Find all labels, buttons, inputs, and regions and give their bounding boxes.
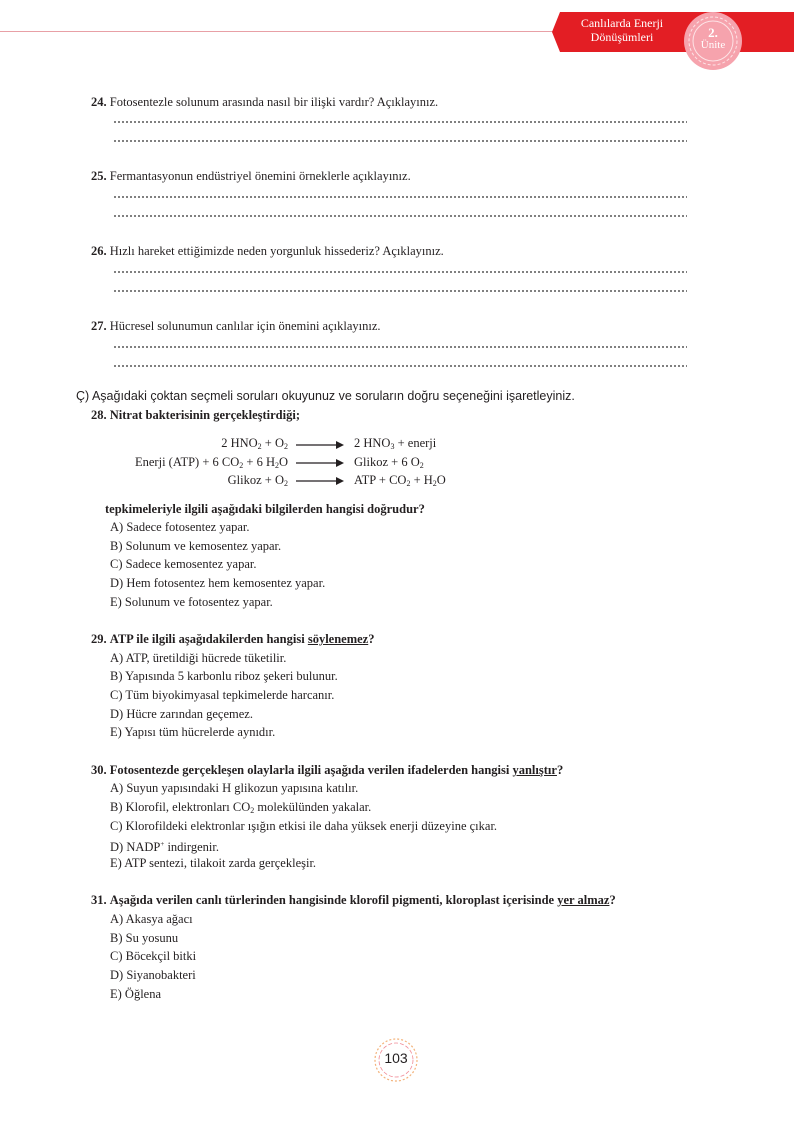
unit-badge (683, 26, 743, 52)
option-d[interactable]: D) Hem fotosentez hem kemosentez yapar. (110, 576, 326, 590)
question-text: Fermantasyonun endüstriyel önemini örneklerle açıklayınız. (109, 169, 411, 183)
option-c[interactable]: C) Sadece kemosentez yapar. (110, 557, 257, 571)
option-c[interactable]: C) Klorofildeki elektronlar ışığın etkisi ile daha yüksek enerji düzeyine çıkar. (110, 819, 498, 833)
arrow-icon (296, 458, 344, 468)
option-e[interactable]: E) Solunum ve fotosentez yapar. (110, 595, 273, 609)
answer-line[interactable] (113, 346, 687, 348)
answer-line[interactable] (113, 196, 687, 198)
option-e[interactable]: E) ATP sentezi, tilakoit zarda gerçekleşir. (110, 856, 317, 870)
unit-number: 2. (708, 25, 718, 40)
question-29 (91, 632, 374, 647)
option-d[interactable]: D) NADP+ indirgenir. (110, 840, 219, 855)
arrow-icon (296, 476, 344, 486)
option-c[interactable]: C) Tüm biyokimyasal tepkimelerde harcanır. (110, 688, 335, 702)
reaction-3-left: Glikoz + $O_2$ (227, 473, 288, 488)
question-mark: ? (556, 763, 564, 777)
section-instruction: Ç) Aşağıdaki çoktan seçmeli soruları okuyunuz ve soruların doğru seçeneğini işaretleyiniz. (76, 389, 575, 403)
question-mark: ? (368, 632, 375, 646)
chapter-title-line1: Canlılarda Enerji (580, 16, 664, 30)
option-a[interactable]: A) Sadece fotosentez yapar. (110, 520, 250, 534)
option-e[interactable]: E) Yapısı tüm hücrelerde aynıdır. (110, 725, 276, 739)
page-number: 103 (384, 1050, 408, 1066)
question-number: 27. (91, 319, 107, 333)
reaction-2-right: Glikoz + 6 $O_2$ (354, 455, 424, 470)
question-number: 28. (91, 408, 107, 422)
option-b[interactable]: B) Yapısında 5 karbonlu riboz şekeri bulunur. (110, 669, 338, 683)
reaction-1-right: 2 $HNO_3$ + enerji (354, 436, 437, 451)
option-b[interactable]: B) Su yosunu (110, 931, 179, 945)
answer-line[interactable] (113, 121, 687, 123)
question-24 (91, 95, 438, 110)
question-number: 25. (91, 169, 107, 183)
option-c[interactable]: C) Böcekçil bitki (110, 949, 197, 963)
answer-line[interactable] (113, 140, 687, 142)
emphasis: yer almaz (557, 893, 610, 907)
arrow-icon (296, 440, 344, 450)
question-number: 30. (91, 763, 107, 777)
answer-line[interactable] (113, 365, 687, 367)
option-a[interactable]: A) ATP, üretildiği hücrede tüketilir. (110, 651, 287, 665)
question-mark: ? (609, 893, 616, 907)
question-text: Aşağıda verilen canlı türlerinden hangisinde klorofil pigmenti, kloroplast içerisinde (109, 893, 555, 907)
reaction-1-left: 2 $HNO_2 + O_2$ (221, 436, 288, 451)
option-a[interactable]: A) Akasya ağacı (110, 912, 193, 926)
option-d[interactable]: D) Hücre zarından geçemez. (110, 707, 253, 721)
question-text: ATP ile ilgili aşağıdakilerden hangisi (109, 632, 305, 646)
emphasis: yanlıştır (512, 763, 557, 777)
question-30 (91, 763, 563, 778)
question-number: 26. (91, 244, 107, 258)
question-number: 29. (91, 632, 107, 646)
question-text: Hızlı hareket ettiğimizde neden yorgunluk hissederiz? Açıklayınız. (109, 244, 444, 258)
question-27 (91, 319, 381, 334)
question-26 (91, 244, 444, 259)
emphasis: söylenemez (307, 632, 369, 646)
question-text: Hücresel solunumun canlılar için önemini açıklayınız. (109, 319, 381, 333)
unit-label: Ünite (700, 39, 726, 51)
option-e[interactable]: E) Öğlena (110, 987, 162, 1001)
option-b[interactable]: B) Solunum ve kemosentez yapar. (110, 539, 282, 553)
question-number: 31. (91, 893, 107, 907)
question-28-stem: tepkimeleriyle ilgili aşağıdaki bilgilerden hangisi doğrudur? (105, 502, 425, 516)
chapter-title (566, 16, 678, 44)
question-25 (91, 169, 411, 184)
reaction-2-left: Enerji (ATP) + 6 $CO_2 + 6$ $H_2O$ (135, 455, 288, 470)
option-a[interactable]: A) Suyun yapısındaki H glikozun yapısına katılır. (110, 781, 359, 795)
question-28 (91, 408, 300, 423)
reaction-3-right: ATP + $CO_2 + H_2O$ (354, 473, 446, 488)
question-text: Nitrat bakterisinin gerçekleştirdiği; (109, 408, 300, 422)
chapter-title-line2: Dönüşümleri (590, 30, 654, 44)
answer-line[interactable] (113, 215, 687, 217)
option-d[interactable]: D) Siyanobakteri (110, 968, 196, 982)
answer-line[interactable] (113, 271, 687, 273)
option-b[interactable]: B) Klorofil, elektronları $CO_2$ molekülünden yakalar. (110, 800, 372, 815)
question-number: 24. (91, 95, 107, 109)
question-31 (91, 893, 616, 908)
question-text: Fotosentezle solunum arasında nasıl bir ilişki vardır? Açıklayınız. (109, 95, 439, 109)
header-rule (0, 31, 560, 32)
answer-line[interactable] (113, 290, 687, 292)
question-text: Fotosentezde gerçekleşen olaylarla ilgili aşağıda verilen ifadelerden hangisi (109, 763, 510, 777)
